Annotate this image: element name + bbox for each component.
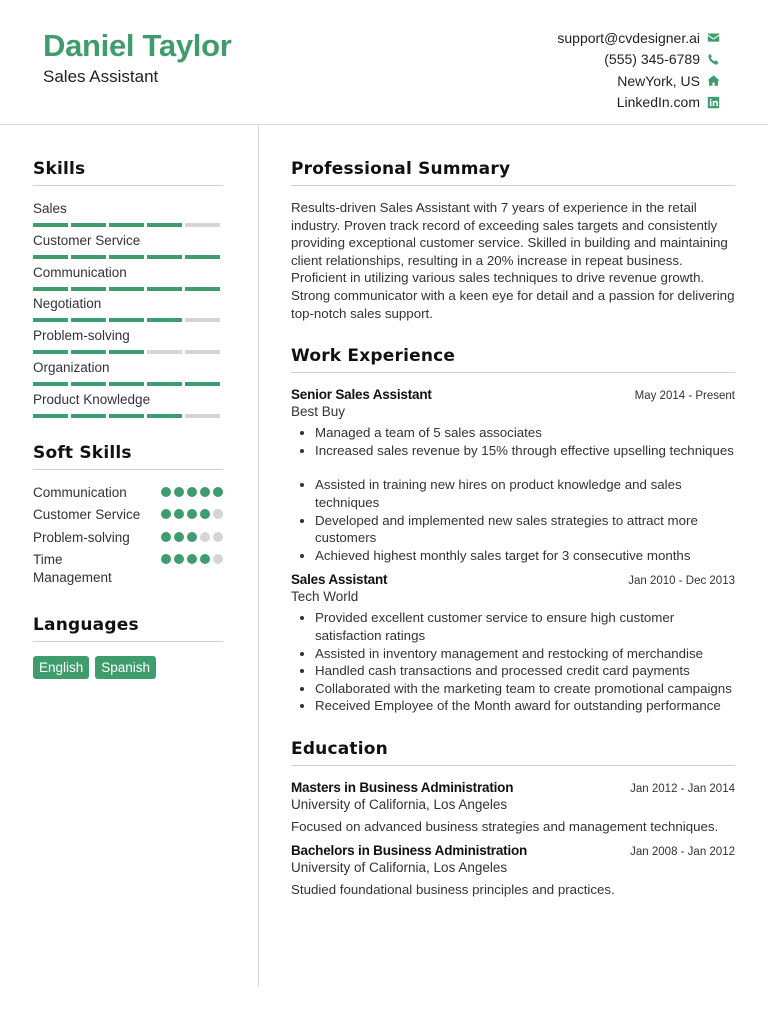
rating-dot [161, 554, 171, 564]
skill-level-segment [33, 255, 68, 259]
skill-name: Organization [33, 359, 110, 375]
degree-title: Bachelors in Business Administration [291, 842, 528, 858]
skill-level-segment [109, 255, 144, 259]
soft-skill-list [33, 484, 223, 587]
rating-dot [213, 532, 223, 542]
skill-level-segment [71, 223, 106, 227]
rating-dot [200, 532, 210, 542]
education-entry [291, 780, 735, 834]
soft-skill-name: Time Management [33, 552, 112, 585]
home-icon [707, 74, 720, 87]
contact-phone-text: (555) 345-6789 [604, 51, 700, 68]
skill-item [33, 360, 223, 392]
rating-dot [161, 487, 171, 497]
job-title: Senior Sales Assistant [291, 387, 432, 403]
skill-level-segment [33, 350, 68, 354]
skill-level-segment [185, 287, 220, 291]
soft-skills-section [33, 443, 223, 587]
skill-level-bar [33, 382, 223, 386]
soft-skills-title: Soft Skills [33, 443, 223, 470]
right-column [291, 125, 735, 897]
soft-skill-rating [161, 509, 223, 519]
rating-dot [187, 554, 197, 564]
skill-level-segment [71, 382, 106, 386]
language-badge: English [33, 656, 89, 679]
rating-dot [200, 487, 210, 497]
work-section [291, 346, 735, 715]
job-bullet: • Collaborated with the marketing team to create promotional campaigns [315, 680, 735, 698]
rating-dot [161, 532, 171, 542]
work-title: Work Experience [291, 346, 735, 373]
soft-skill-rating [161, 532, 223, 542]
summary-section [291, 159, 735, 322]
job-bullet: • Increased sales revenue by 15% through effective upselling techniques [315, 442, 735, 460]
skill-level-segment [147, 287, 182, 291]
rating-dot [187, 487, 197, 497]
skill-level-segment [185, 414, 220, 418]
job-date: May 2014 - Present [634, 390, 735, 403]
job-date: Jan 2010 - Dec 2013 [628, 575, 735, 588]
summary-title: Professional Summary [291, 159, 735, 186]
skill-level-segment [109, 414, 144, 418]
skill-level-bar [33, 318, 223, 322]
skill-level-bar [33, 350, 223, 354]
education-title: Education [291, 739, 735, 766]
degree-date: Jan 2012 - Jan 2014 [630, 782, 735, 795]
summary-text: Results-driven Sales Assistant with 7 years of experience in the retail industry. Proven track record of exceeding sales targets and consistently providing exceptional customer service. Skilled in building and maintaining client relationships, resulting in a 20% increase in repeat business. Proficient in utilizing various sales techniques to drive revenue growth. Strong communicator with a keen eye for detail and a passion for delivering top-notch sales support. [291, 200, 735, 321]
column-divider [258, 125, 259, 987]
skill-level-segment [147, 318, 182, 322]
skill-name: Customer Service [33, 232, 141, 248]
skill-level-segment [33, 414, 68, 418]
skill-level-bar [33, 255, 223, 259]
job-bullets [291, 424, 735, 459]
language-badge: Spanish [95, 656, 156, 679]
job-company: Tech World [291, 589, 359, 605]
skill-name: Product Knowledge [33, 391, 151, 407]
skill-name: Negotiation [33, 296, 102, 312]
candidate-role: Sales Assistant [43, 67, 159, 86]
skill-level-segment [147, 223, 182, 227]
job-bullets [291, 476, 735, 564]
phone-icon [707, 53, 720, 66]
rating-dot [200, 509, 210, 519]
skill-level-segment [185, 350, 220, 354]
job-bullet: • Received Employee of the Month award for outstanding performance [315, 697, 735, 715]
left-column [33, 125, 223, 679]
skill-item [33, 265, 223, 297]
skill-level-bar [33, 414, 223, 418]
education-entry [291, 843, 735, 897]
linkedin-icon [707, 96, 720, 109]
skill-level-segment [71, 318, 106, 322]
skill-level-segment [185, 223, 220, 227]
candidate-name: Daniel Taylor [43, 28, 232, 63]
skill-name: Problem-solving [33, 328, 130, 344]
job-entry [291, 387, 735, 564]
contact-location-text: NewYork, US [617, 72, 700, 89]
job-bullet: • Assisted in inventory management and restocking of merchandise [315, 645, 735, 663]
language-list [33, 656, 223, 679]
skill-level-segment [147, 350, 182, 354]
school-name: University of California, Los Angeles [291, 859, 508, 875]
skill-item [33, 201, 223, 233]
rating-dot [200, 554, 210, 564]
contact-linkedin-text: LinkedIn.com [616, 94, 700, 111]
soft-skill-item [33, 506, 223, 524]
job-bullet: • Developed and implemented new sales strategies to attract more customers [315, 512, 735, 547]
job-company: Best Buy [291, 404, 346, 420]
rating-dot [174, 554, 184, 564]
degree-title: Masters in Business Administration [291, 779, 514, 795]
envelope-icon [707, 31, 720, 44]
skill-item [33, 328, 223, 360]
skill-level-segment [109, 287, 144, 291]
rating-dot [213, 487, 223, 497]
soft-skill-item [33, 484, 223, 502]
skill-level-segment [33, 382, 68, 386]
skill-level-segment [109, 382, 144, 386]
skill-level-segment [33, 287, 68, 291]
job-bullets [291, 609, 735, 715]
contact-list [557, 27, 720, 113]
skill-level-segment [185, 382, 220, 386]
rating-dot [187, 532, 197, 542]
skill-level-segment [71, 350, 106, 354]
skill-level-segment [33, 318, 68, 322]
soft-skill-item [33, 551, 223, 586]
skills-title: Skills [33, 159, 223, 186]
contact-linkedin[interactable] [557, 92, 720, 114]
degree-description: Studied foundational business principles and practices. [291, 881, 615, 897]
skill-level-segment [147, 414, 182, 418]
job-bullet: • Achieved highest monthly sales target for 3 consecutive months [315, 547, 735, 565]
skill-list [33, 201, 223, 424]
skill-level-bar [33, 287, 223, 291]
skill-level-segment [109, 318, 144, 322]
soft-skill-rating [161, 487, 223, 497]
soft-skill-rating [161, 554, 223, 564]
languages-section [33, 615, 223, 679]
resume-header [0, 0, 768, 125]
school-name: University of California, Los Angeles [291, 796, 508, 812]
skill-level-segment [109, 350, 144, 354]
skill-item [33, 392, 223, 424]
skill-item [33, 296, 223, 328]
job-bullet: • Managed a team of 5 sales associates [315, 424, 735, 442]
rating-dot [213, 554, 223, 564]
skill-level-segment [185, 318, 220, 322]
job-bullet: • Assisted in training new hires on product knowledge and sales techniques [315, 476, 735, 511]
contact-email-text: support@cvdesigner.ai [557, 29, 700, 46]
rating-dot [161, 509, 171, 519]
skills-section [33, 159, 223, 424]
job-entry [291, 572, 735, 715]
skill-level-segment [109, 223, 144, 227]
rating-dot [187, 509, 197, 519]
rating-dot [174, 487, 184, 497]
rating-dot [174, 509, 184, 519]
skill-level-segment [71, 255, 106, 259]
job-bullet: • Handled cash transactions and processed credit card payments [315, 662, 735, 680]
soft-skill-item [33, 529, 223, 547]
contact-phone[interactable] [557, 49, 720, 71]
soft-skill-name: Problem-solving [33, 529, 130, 545]
skill-level-segment [33, 223, 68, 227]
job-bullet: • Provided excellent customer service to ensure high customer satisfaction ratings [315, 609, 735, 644]
skill-name: Sales [33, 201, 67, 216]
degree-date: Jan 2008 - Jan 2012 [630, 845, 735, 858]
skill-name: Communication [33, 264, 127, 280]
skill-item [33, 233, 223, 265]
education-section [291, 739, 735, 897]
contact-email[interactable] [557, 27, 720, 49]
skill-level-bar [33, 223, 223, 227]
rating-dot [174, 532, 184, 542]
skill-level-segment [185, 255, 220, 259]
soft-skill-name: Customer Service [33, 507, 141, 523]
job-title: Sales Assistant [291, 572, 388, 588]
soft-skill-name: Communication [33, 484, 127, 500]
languages-title: Languages [33, 615, 223, 642]
skill-level-segment [71, 287, 106, 291]
skill-level-segment [71, 414, 106, 418]
skill-level-segment [147, 382, 182, 386]
contact-location [557, 70, 720, 92]
rating-dot [213, 509, 223, 519]
skill-level-segment [147, 255, 182, 259]
degree-description: Focused on advanced business strategies and management techniques. [291, 818, 719, 834]
